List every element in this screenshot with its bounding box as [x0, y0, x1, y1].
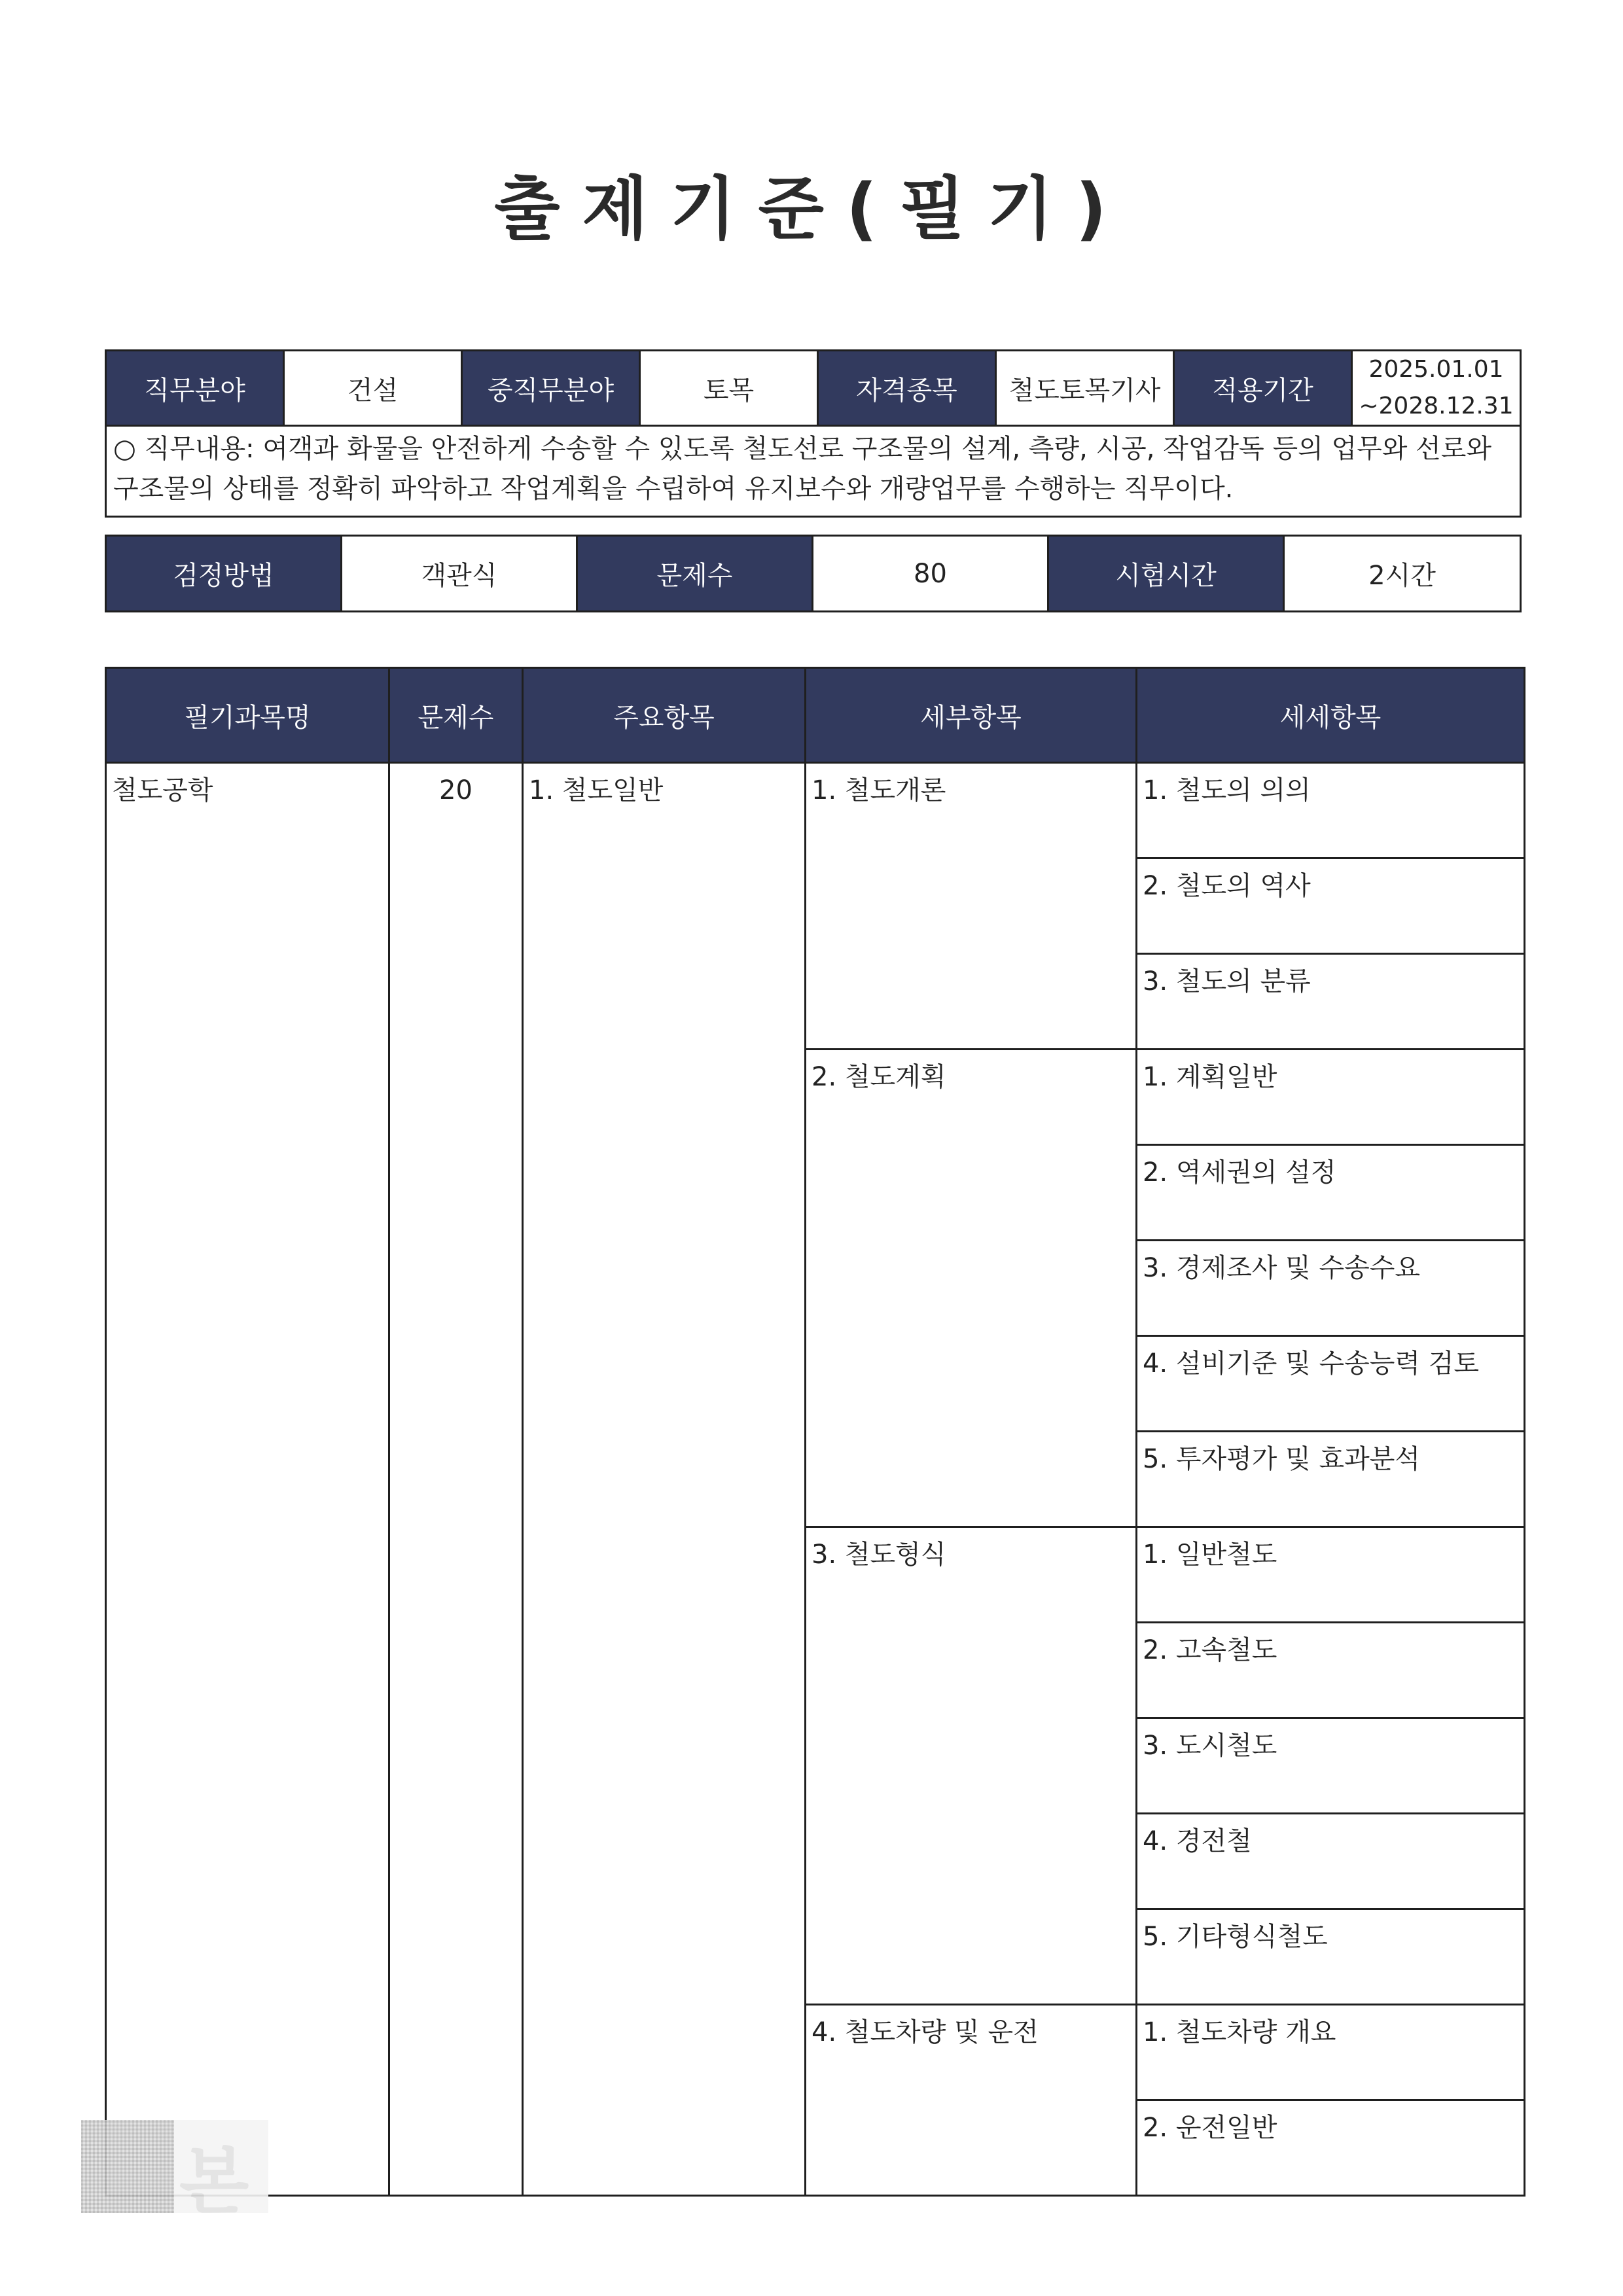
sub-item: 2. 고속철도: [1137, 1623, 1525, 1718]
question-count-value: 80: [813, 536, 1048, 612]
qualification-value: 철도토목기사: [996, 351, 1174, 426]
sub-item: 2. 철도의 역사: [1137, 858, 1525, 954]
header-detail-item: 세부항목: [806, 668, 1137, 763]
subject-count: 20: [389, 763, 523, 2196]
qualification-label: 자격종목: [818, 351, 996, 426]
sub-item: 5. 기타형식철도: [1137, 1909, 1525, 2005]
question-count-label: 문제수: [577, 536, 813, 612]
period-label: 적용기간: [1174, 351, 1352, 426]
exam-time-label: 시험시간: [1048, 536, 1284, 612]
subject-name: 철도공학: [106, 763, 389, 2196]
sub-item: 4. 경전철: [1137, 1814, 1525, 1909]
sub-item: 1. 계획일반: [1137, 1050, 1525, 1145]
detail-item: 4. 철도차량 및 운전: [806, 2005, 1137, 2196]
detail-item: 3. 철도형식: [806, 1527, 1137, 2005]
exam-time-value: 2시간: [1284, 536, 1521, 612]
sub-item: 3. 경제조사 및 수송수요: [1137, 1241, 1525, 1336]
sub-item: 1. 철도의 의의: [1137, 763, 1525, 858]
sub-item: 2. 운전일반: [1137, 2100, 1525, 2196]
job-field-value: 건설: [284, 351, 462, 426]
detail-item: 1. 철도개론: [806, 763, 1137, 1050]
sub-item: 2. 역세권의 설정: [1137, 1145, 1525, 1241]
sub-item: 1. 일반철도: [1137, 1527, 1525, 1623]
period-value: [1352, 351, 1521, 426]
syllabus-table: [105, 667, 1525, 2197]
header-count: 문제수: [389, 668, 523, 763]
main-item: 1. 철도일반: [523, 763, 806, 2196]
watermark-stamp: [81, 2120, 268, 2223]
header-subject: 필기과목명: [106, 668, 389, 763]
sub-item: 3. 도시철도: [1137, 1718, 1525, 1814]
sub-item: 1. 철도차량 개요: [1137, 2005, 1525, 2100]
watermark-text: 본: [179, 2140, 249, 2223]
job-info-table: [105, 349, 1522, 518]
sub-field-label: 중직무분야: [462, 351, 640, 426]
exam-info-table: [105, 535, 1522, 612]
period-start: 2025.01.01: [1368, 356, 1504, 383]
sub-item: 4. 설비기준 및 수송능력 검토: [1137, 1336, 1525, 1432]
job-field-label: 직무분야: [106, 351, 284, 426]
job-description: ○ 직무내용: 여객과 화물을 안전하게 수송할 수 있도록 철도선로 구조물의 설계, 측량, 시공, 작업감독 등의 업무와 선로와 구조물의 상태를 정확히 파악하고 작업계획을 수립하여 유지보수와 개량업무를 수행하는 직무이다.: [106, 426, 1521, 517]
detail-item: 2. 철도계획: [806, 1050, 1137, 1527]
sub-field-value: 토목: [640, 351, 818, 426]
page-title: 출제기준(필기): [494, 169, 1129, 249]
exam-method-label: 검정방법: [106, 536, 342, 612]
watermark-qr-icon: [81, 2120, 174, 2213]
sub-item: 5. 투자평가 및 효과분석: [1137, 1432, 1525, 1527]
exam-method-value: 객관식: [342, 536, 577, 612]
header-sub-item: 세세항목: [1137, 668, 1525, 763]
header-main-item: 주요항목: [523, 668, 806, 763]
sub-item: 3. 철도의 분류: [1137, 954, 1525, 1050]
period-end: ~2028.12.31: [1359, 393, 1514, 419]
